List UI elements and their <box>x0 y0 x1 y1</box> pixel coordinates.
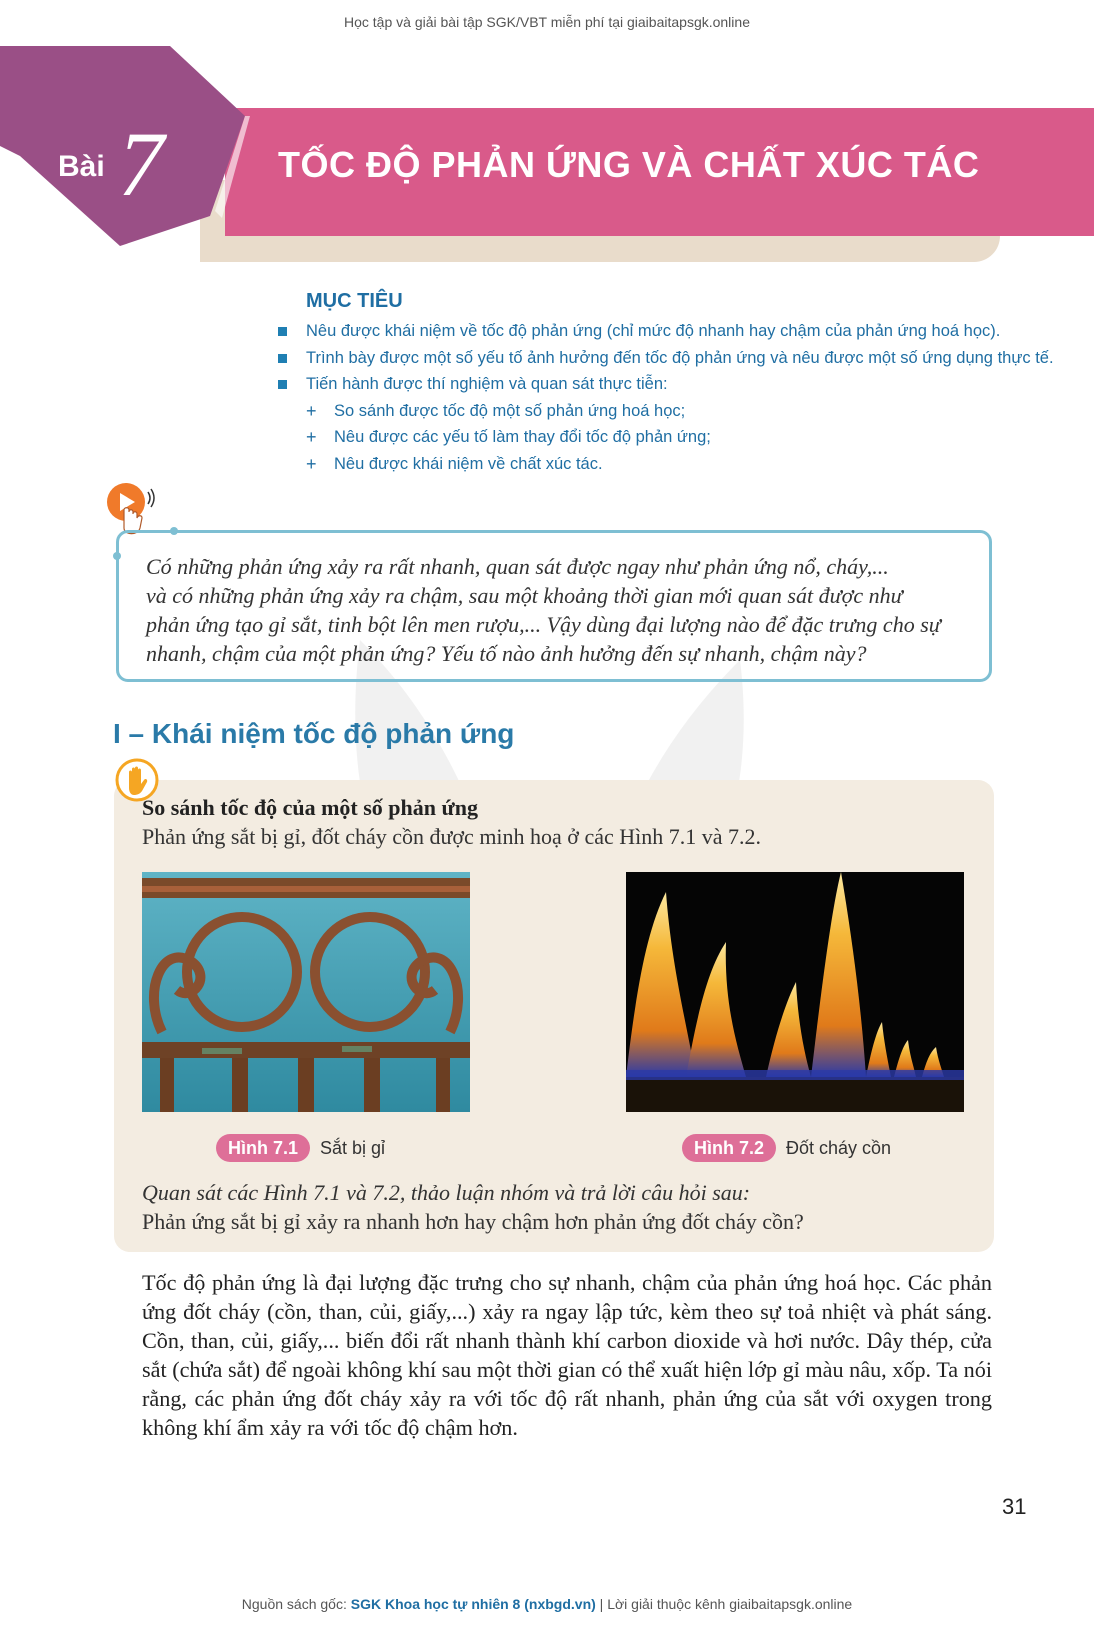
objective-subitem-text: Nêu được các yếu tố làm thay đổi tốc độ phản ứng; <box>334 428 711 446</box>
activity-question: Phản ứng sắt bị gỉ xảy ra nhanh hơn hay chậm hơn phản ứng đốt cháy cồn? <box>142 1209 804 1234</box>
objectives-list <box>276 318 1054 477</box>
intro-text <box>146 552 976 668</box>
objective-subitem-text: Nêu được khái niệm về chất xúc tác. <box>334 454 603 473</box>
page-number: 31 <box>1002 1494 1027 1519</box>
plus-icon: + <box>306 453 317 474</box>
footer-prefix: Nguồn sách gốc: <box>241 1596 351 1612</box>
intro-line: và có những phản ứng xảy ra chậm, sau một khoảng thời gian mới quan sát được như <box>146 583 903 608</box>
plus-icon: + <box>306 400 317 421</box>
body-paragraph: Tốc độ phản ứng là đại lượng đặc trưng cho sự nhanh, chậm của phản ứng hoá học. Các phản ứng đốt cháy (cồn, than, củi, giấy,...) xảy ra ngay lập tức, kèm theo sự toả nhiệt và phát sáng. Cồn, than, củi, giấy,... biến đổi rất nhanh thành khí carbon dioxide và hơi nước. Dây thép, cửa sắt (chứa sắt) để ngoài không khí sau một thời gian có thể xuất hiện lớp gỉ màu nâu, xốp. Ta nói rằng, các phản ứng đốt cháy xảy ra với tốc độ rất nhanh, phản ứng của sắt với oxygen trong không khí ẩm xảy ra với tốc độ chậm hơn. <box>142 1270 992 1440</box>
objective-subitem <box>276 398 996 425</box>
figure-tag: Hình 7.2 <box>682 1134 776 1162</box>
objectives-heading: MỤC TIÊU <box>306 290 403 312</box>
objective-subitem-text: So sánh được tốc độ một số phản ứng hoá học; <box>334 401 686 420</box>
intro-box-dot <box>170 527 178 535</box>
objective-subitem <box>276 424 996 451</box>
footer-suffix: | Lời giải thuộc kênh giaibaitapsgk.online <box>595 1596 853 1612</box>
objective-item: Trình bày được một số yếu tố ảnh hưởng đến tốc độ phản ứng và nêu được một số ứng dụng thực tế. <box>276 345 996 372</box>
top-note: Học tập và giải bài tập SGK/VBT miễn phí tại giaibaitapsgk.online <box>344 14 750 30</box>
intro-line: Có những phản ứng xảy ra rất nhanh, quan sát được ngay như phản ứng nổ, cháy,... <box>146 554 889 579</box>
activity-title: So sánh tốc độ của một số phản ứng <box>142 795 478 820</box>
plus-icon: + <box>306 427 317 447</box>
figure-caption-7-2 <box>682 1134 891 1162</box>
figure-caption-text: Sắt bị gỉ <box>320 1138 386 1158</box>
lesson-word: Bài <box>58 150 105 183</box>
activity-question-intro: Quan sát các Hình 7.1 và 7.2, thảo luận nhóm và trả lời câu hỏi sau: <box>142 1180 751 1205</box>
lesson-number: 7 <box>118 113 164 215</box>
burning-alcohol-photo <box>626 872 964 1112</box>
footer-source-link[interactable]: SGK Khoa học tự nhiên 8 (nxbgd.vn) <box>350 1596 596 1612</box>
intro-box-dot <box>113 552 121 560</box>
objective-subitem <box>276 451 996 478</box>
activity-description: Phản ứng sắt bị gỉ, đốt cháy cồn được minh hoạ ở các Hình 7.1 và 7.2. <box>142 824 761 849</box>
rusty-railing-photo <box>142 872 470 1112</box>
intro-line: phản ứng tạo gỉ sắt, tinh bột lên men rượu,... Vậy dùng đại lượng nào để đặc trưng cho sự <box>146 612 941 637</box>
footer <box>0 1596 1094 1612</box>
figure-caption-text: Đốt cháy cồn <box>786 1138 892 1158</box>
lesson-title: TỐC ĐỘ PHẢN ỨNG VÀ CHẤT XÚC TÁC <box>278 144 980 185</box>
objective-item: Tiến hành được thí nghiệm và quan sát thực tiễn: <box>276 371 996 398</box>
objective-item: Nêu được khái niệm về tốc độ phản ứng (chỉ mức độ nhanh hay chậm của phản ứng hoá học). <box>276 318 996 345</box>
figure-caption-7-1 <box>216 1134 385 1162</box>
section-title: I – Khái niệm tốc độ phản ứng <box>113 718 515 749</box>
intro-line: nhanh, chậm của một phản ứng? Yếu tố nào ảnh hưởng đến sự nhanh, chậm này? <box>146 641 867 666</box>
figure-tag: Hình 7.1 <box>216 1134 310 1162</box>
